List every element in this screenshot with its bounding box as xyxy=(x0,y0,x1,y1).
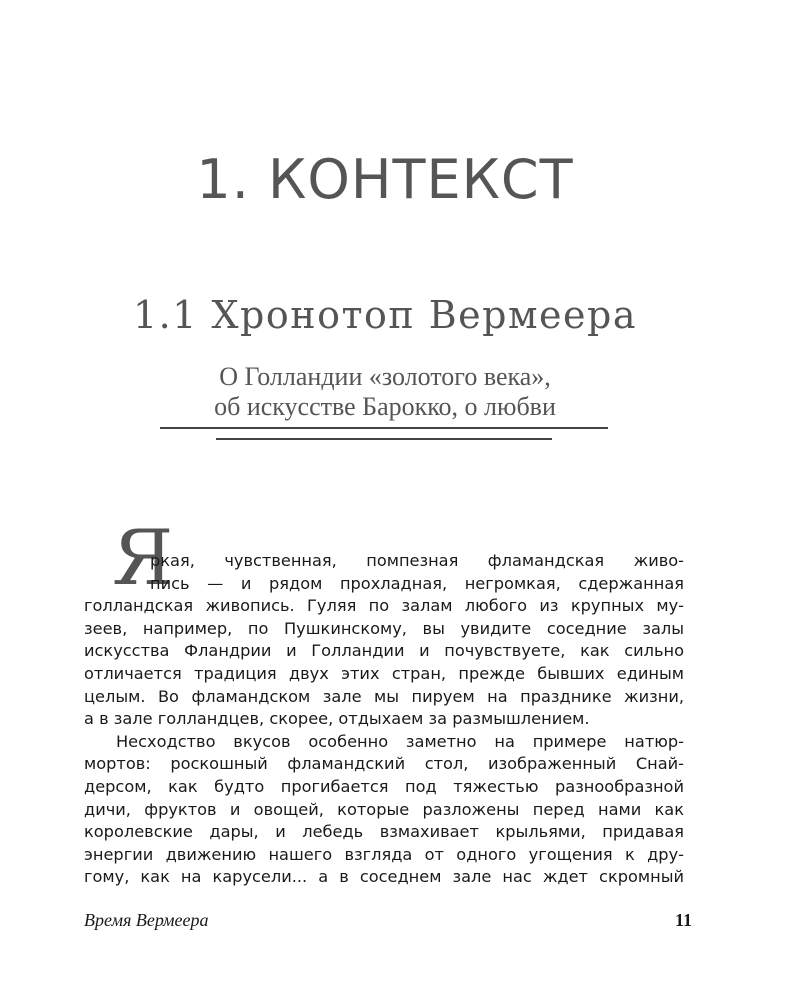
text-line: дичи, фруктов и овощей, которые разложены перед нами как xyxy=(84,799,684,819)
text-line: королевские дары, и лебедь взмахивает крыльями, придавая xyxy=(84,822,684,842)
divider-rule-long xyxy=(160,427,608,429)
text-line: гому, как на карусели... а в соседнем зале нас ждет скромный xyxy=(84,867,684,887)
text-line: голландская живопись. Гуляя по залам любого из крупных му- xyxy=(84,596,684,616)
divider-rule-short xyxy=(216,438,552,440)
text-line: отличается традиция двух этих стран, прежде бывших единым xyxy=(84,663,684,683)
subtitle-line: об искусстве Барокко, о любви xyxy=(214,392,556,421)
subtitle-line: О Голландии «золотого века», xyxy=(219,362,551,391)
body-text xyxy=(84,550,684,889)
page-number: 11 xyxy=(674,910,692,930)
text-line: ркая, чувственная, помпезная фламандская живо- xyxy=(150,551,684,570)
text-line: дерсом, как будто прогибается под тяжестью разнообразной xyxy=(84,776,684,796)
text-line: зеев, например, по Пушкинскому, вы увидите соседние залы xyxy=(84,618,684,638)
text-line: мортов: роскошный фламандский стол, изображенный Снай- xyxy=(84,754,684,774)
section-title: 1.1 Хронотоп Вермеера xyxy=(132,293,638,337)
text-line: энергии движению нашего взгляда от одного угощения к дру- xyxy=(84,844,684,864)
text-line: целым. Во фламандском зале мы пируем на празднике жизни, xyxy=(84,686,684,706)
text-line: а в зале голландцев, скорее, отдыхаем за размышлением. xyxy=(84,709,590,729)
section-subtitle xyxy=(0,362,770,422)
text-line: пись — и рядом прохладная, негромкая, сдержанная xyxy=(150,573,684,593)
text-line: Несходство вкусов особенно заметно на примере натюр- xyxy=(116,731,684,751)
footer-book-title: Время Вермеера xyxy=(84,910,209,930)
chapter-title: 1. КОНТЕКСТ xyxy=(196,148,574,211)
text-line: искусства Фландрии и Голландии и почувствуете, как сильно xyxy=(84,641,684,661)
drop-cap: Я xyxy=(112,513,174,602)
